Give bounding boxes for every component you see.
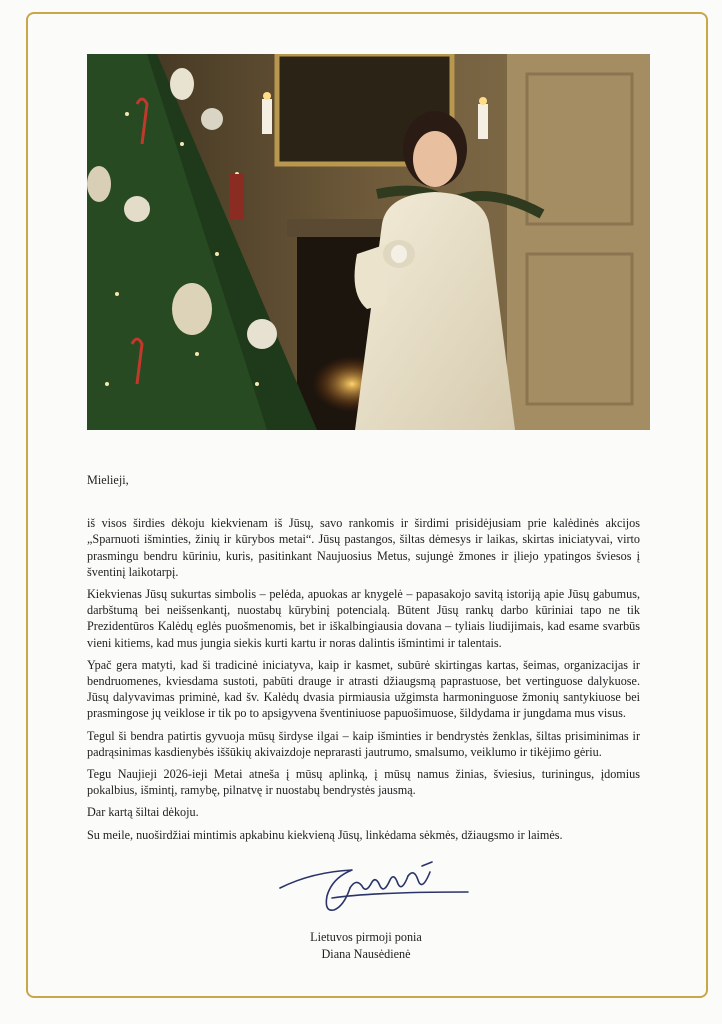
christmas-photo <box>87 54 650 430</box>
letter-body <box>87 472 640 849</box>
salutation: Mielieji, <box>87 473 129 487</box>
paragraph-4: Tegul ši bendra patirtis gyvuoja mūsų širdyse ilgai – kaip išminties ir bendrystės ženklas, šiltas prisiminimas ir padrąsinimas kasdienybės iššūkių akivaizdoje neprarasti jautrumo, smalsumo, veiklumo ir tikėjimo gėriu. <box>87 728 640 759</box>
signer-name: Diana Nausėdienė <box>321 946 411 961</box>
signoff-block <box>260 929 472 962</box>
signer-title: Lietuvos pirmoji ponia <box>310 930 422 944</box>
paragraph-1: iš visos širdies dėkoju kiekvienam iš Jūsų, savo rankomis ir širdimi prisidėjusiam prie kalėdinės akcijos „Sparnuoti išminties, žinių ir kūrybos metai“. Jūsų pastangos, šiltas dėmesys ir laikas, skirtas iniciatyvai, virto prasmingu bendru kūriniu, kuris, pasitinkant Naujuosius Metus, sujungė žmones ir įliejo ypatingos šviesos į šventinį laikotarpį. <box>87 516 640 579</box>
closing-line: Su meile, nuoširdžiai mintimis apkabinu kiekvieną Jūsų, linkėdama sėkmės, džiaugsmo ir laimės. <box>87 827 563 842</box>
handwritten-signature <box>272 858 472 920</box>
paragraph-2: Kiekvienas Jūsų sukurtas simbolis – pelėda, apuokas ar knygelė – papasakojo savitą istoriją apie Jūsų gabumus, darbštumą bei neišsenkantį, nuostabų kūrybinį potencialą. Būtent Jūsų rankų darbo kūriniai tapo ne tik Prezidentūros Kalėdų eglės puošmenomis, bet ir iškalbingiausia dovana – tyliais liudijimais, kad esame svarbūs vieni kitiems, kad mus jungia siekis kurti kartu ir noras dalintis išmintimi ir talentais. <box>87 587 640 650</box>
thanks-line: Dar kartą šiltai dėkoju. <box>87 805 199 820</box>
paragraph-5: Tegu Naujieji 2026-ieji Metai atneša į mūsų aplinką, į mūsų namus žinias, šviesius, turiningus, įdomius pokalbius, išmintį, ramybę, pilnatvę ir nuostabų bendrystės jausmą. <box>87 767 640 798</box>
paragraph-3: Ypač gera matyti, kad ši tradicinė iniciatyva, kaip ir kasmet, subūrė skirtingas kartas, šeimas, organizacijas ir bendruomenes, kviesdama sustoti, pabūti drauge ir atrasti džiaugsmą paprastuose, bet vertinguose dalykuose. Jūsų dalyvavimas priminė, kad šv. Kalėdų dvasia pirmiausia užgimsta harmoninguose žmonių santykiuose bei prasmingose jų veiklose ir tik po to apsigyvena šventiniuose papuošimuose, šildydama ir jungdama mus visus. <box>87 657 640 721</box>
